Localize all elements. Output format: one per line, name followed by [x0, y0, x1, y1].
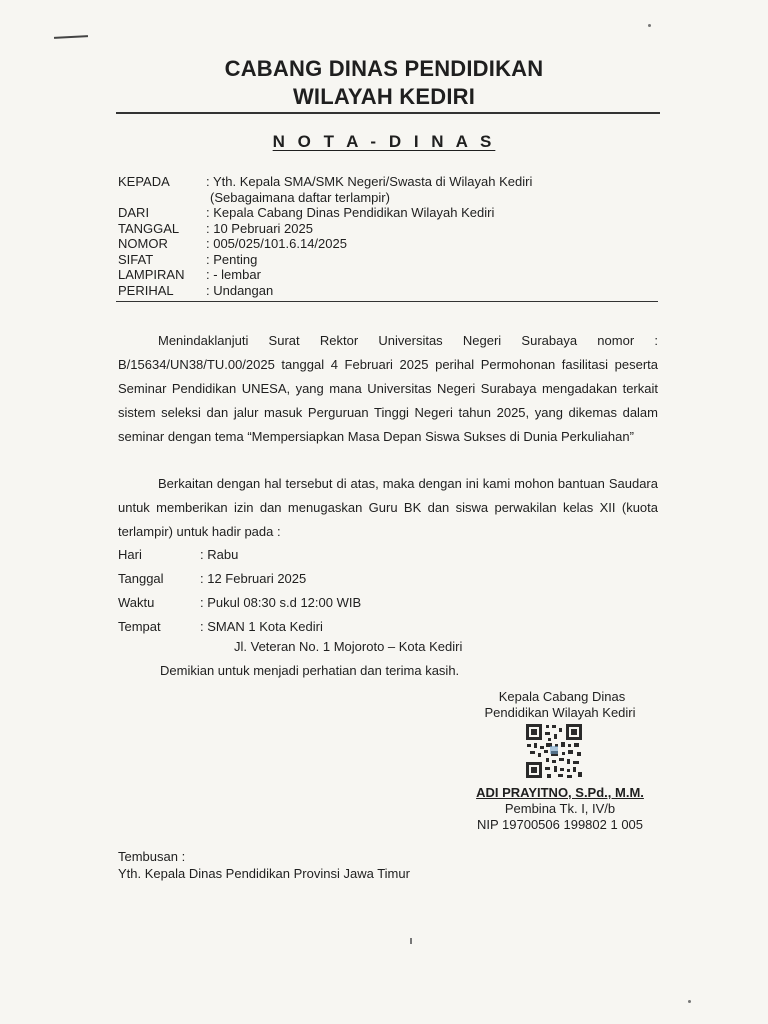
meta-value: : Undangan: [206, 282, 274, 298]
meta-lampiran: [118, 267, 532, 283]
venue-address: Jl. Veteran No. 1 Mojoroto – Kota Kediri: [234, 639, 463, 654]
schedule-label: Hari: [118, 547, 142, 562]
meta-kepada: [118, 174, 532, 190]
schedule-label: Tempat: [118, 619, 161, 634]
closing-sentence: Demikian untuk menjadi perhatian dan terima kasih.: [160, 663, 460, 678]
document-type-title: N O T A - D I N A S: [272, 132, 496, 151]
tembusan-label: Tembusan :: [118, 849, 186, 864]
signatory-name: ADI PRAYITNO, S.Pd., M.M.: [476, 785, 644, 800]
meta-tanggal: [118, 221, 532, 237]
schedule-tanggal: [118, 567, 361, 591]
meta-perihal: [118, 283, 532, 299]
meta-divider: [116, 301, 658, 302]
carbon-copy-section: [118, 848, 410, 882]
signatory-rank: Pembina Tk. I, IV/b: [504, 801, 616, 816]
memo-meta-block: [118, 174, 532, 298]
signatory-title-line1: Kepala Cabang Dinas: [498, 689, 626, 704]
event-schedule: [118, 543, 361, 639]
meta-label: PERIHAL: [118, 282, 174, 298]
meta-dari: [118, 205, 532, 221]
scan-speck: [410, 938, 412, 944]
schedule-value: : SMAN 1 Kota Kediri: [200, 619, 323, 634]
meta-label: TANGGAL: [118, 220, 180, 236]
meta-kepada-continued: (Sebagaimana daftar terlampir): [210, 189, 390, 205]
meta-label: SIFAT: [118, 251, 154, 267]
schedule-hari: [118, 543, 361, 567]
schedule-label: Tanggal: [118, 571, 164, 586]
schedule-tempat: [118, 615, 361, 639]
meta-value: : 10 Pebruari 2025: [206, 220, 313, 236]
schedule-waktu: [118, 591, 361, 615]
signatory-nip: NIP 19700506 199802 1 005: [476, 817, 644, 832]
meta-value: : 005/025/101.6.14/2025: [206, 236, 347, 251]
meta-label: LAMPIRAN: [118, 267, 185, 282]
meta-value: : Kepala Cabang Dinas Pendidikan Wilayah Kediri: [206, 205, 495, 220]
meta-sifat: [118, 252, 532, 268]
body-paragraph-1: Menindaklanjuti Surat Rektor Universitas Negeri Surabaya nomor : B/15634/UN38/TU.00/2025 tanggal 4 Februari 2025 perihal Permohonan fasilitasi peserta Seminar Pendidikan UNESA, yang mana Universitas Negeri Surabaya mengadakan terkait sistem seleksi dan jalur masuk Perguruan Tinggi Negeri tahun 2025, yang dikemas dalam seminar dengan tema “Mempersiapkan Masa Depan Siswa Sukses di Dunia Perkuliahan”: [118, 333, 658, 444]
meta-label: NOMOR: [118, 236, 168, 251]
scan-speck: [688, 1000, 691, 1003]
schedule-label: Waktu: [118, 595, 155, 610]
meta-nomor: [118, 236, 532, 252]
agency-name-line1: CABANG DINAS PENDIDIKAN: [224, 56, 544, 81]
scan-speck: [648, 24, 651, 27]
pen-mark: [54, 35, 88, 39]
header-divider: [116, 112, 660, 114]
agency-name-line2: WILAYAH KEDIRI: [292, 84, 476, 109]
schedule-value: : Rabu: [200, 547, 239, 562]
schedule-value: : 12 Februari 2025: [200, 571, 307, 586]
schedule-value: : Pukul 08:30 s.d 12:00 WIB: [200, 595, 362, 610]
body-paragraph-2: Berkaitan dengan hal tersebut di atas, maka dengan ini kami mohon bantuan Saudara untuk memberikan izin dan menugaskan Guru BK dan siswa perwakilan kelas XII (kuota terlampir) untuk hadir pada :: [118, 476, 658, 539]
signatory-title-line2: Pendidikan Wilayah Kediri: [484, 705, 636, 720]
meta-value: : Yth. Kepala SMA/SMK Negeri/Swasta di Wilayah Kediri: [206, 174, 533, 189]
meta-value: : Penting: [206, 251, 258, 267]
meta-value: : - lembar: [206, 267, 261, 282]
tembusan-recipient: Yth. Kepala Dinas Pendidikan Provinsi Jawa Timur: [118, 866, 410, 881]
meta-label: DARI: [118, 205, 150, 220]
qr-code-signature-icon: [524, 722, 584, 780]
meta-label: KEPADA: [118, 174, 170, 189]
